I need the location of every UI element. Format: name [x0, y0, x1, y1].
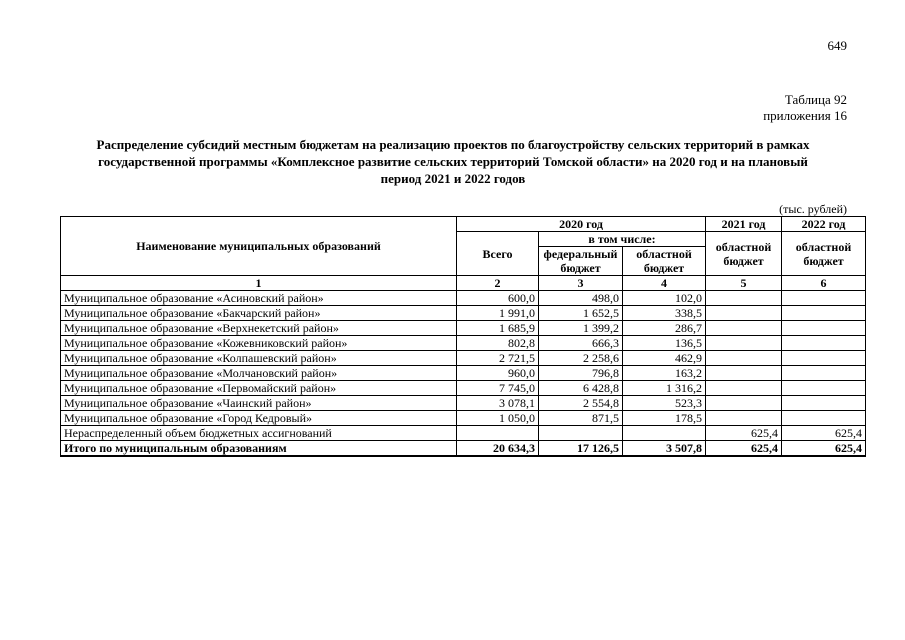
value-cell-total: 1 685,9	[457, 321, 539, 336]
table-row	[61, 396, 866, 411]
header-federal: федеральный бюджет	[539, 247, 623, 276]
value-cell-y2021	[706, 291, 782, 306]
table-row	[61, 366, 866, 381]
value-cell-regional: 338,5	[623, 306, 706, 321]
value-cell-total: 2 721,5	[457, 351, 539, 366]
value-cell-y2021: 625,4	[706, 441, 782, 457]
value-cell-y2021	[706, 366, 782, 381]
value-cell-total: 600,0	[457, 291, 539, 306]
table-row	[61, 381, 866, 396]
municipality-name-cell: Муниципальное образование «Колпашевский район»	[61, 351, 457, 366]
municipality-name-cell: Муниципальное образование «Чаинский район»	[61, 396, 457, 411]
value-cell-y2022	[782, 321, 866, 336]
table-row	[61, 336, 866, 351]
value-cell-federal: 498,0	[539, 291, 623, 306]
unit-note: (тыс. рублей)	[779, 202, 847, 216]
value-cell-total: 1 991,0	[457, 306, 539, 321]
value-cell-federal: 2 554,8	[539, 396, 623, 411]
value-cell-y2022	[782, 306, 866, 321]
header-including: в том числе:	[539, 232, 706, 247]
municipality-name-cell: Муниципальное образование «Кожевниковский район»	[61, 336, 457, 351]
value-cell-total: 960,0	[457, 366, 539, 381]
value-cell-federal: 666,3	[539, 336, 623, 351]
header-name: Наименование муниципальных образований	[61, 217, 457, 276]
value-cell-federal: 17 126,5	[539, 441, 623, 457]
header-regional: областной бюджет	[623, 247, 706, 276]
subsidy-table	[60, 216, 866, 457]
value-cell-y2021	[706, 321, 782, 336]
value-cell-y2021	[706, 306, 782, 321]
municipality-name-cell: Итого по муниципальным образованиям	[61, 441, 457, 457]
value-cell-total	[457, 426, 539, 441]
header-regional-2022: областной бюджет	[782, 232, 866, 276]
page-number: 649	[827, 38, 847, 53]
value-cell-federal: 871,5	[539, 411, 623, 426]
column-number: 4	[623, 276, 706, 291]
document-title	[60, 136, 846, 187]
municipality-name-cell: Муниципальное образование «Асиновский район»	[61, 291, 457, 306]
municipality-name-cell: Муниципальное образование «Бакчарский район»	[61, 306, 457, 321]
table-body	[61, 291, 866, 457]
total-row	[61, 441, 866, 457]
title-line-2: государственной программы «Комплексное развитие сельских территорий Томской области» на 2020 год и на плановый	[98, 154, 808, 169]
value-cell-federal	[539, 426, 623, 441]
value-cell-total: 1 050,0	[457, 411, 539, 426]
municipality-name-cell: Муниципальное образование «Город Кедровый»	[61, 411, 457, 426]
value-cell-y2022: 625,4	[782, 441, 866, 457]
table-row	[61, 351, 866, 366]
table-row	[61, 426, 866, 441]
value-cell-regional: 286,7	[623, 321, 706, 336]
value-cell-y2021	[706, 336, 782, 351]
header-regional-2021: областной бюджет	[706, 232, 782, 276]
value-cell-federal: 1 652,5	[539, 306, 623, 321]
value-cell-federal: 796,8	[539, 366, 623, 381]
value-cell-y2021: 625,4	[706, 426, 782, 441]
municipality-name-cell: Нераспределенный объем бюджетных ассигнований	[61, 426, 457, 441]
value-cell-y2022: 625,4	[782, 426, 866, 441]
column-number: 6	[782, 276, 866, 291]
value-cell-y2022	[782, 351, 866, 366]
value-cell-total: 20 634,3	[457, 441, 539, 457]
column-number: 3	[539, 276, 623, 291]
value-cell-y2022	[782, 336, 866, 351]
value-cell-federal: 6 428,8	[539, 381, 623, 396]
value-cell-y2021	[706, 381, 782, 396]
value-cell-y2022	[782, 411, 866, 426]
column-number: 5	[706, 276, 782, 291]
value-cell-regional: 523,3	[623, 396, 706, 411]
table-row	[61, 306, 866, 321]
value-cell-regional: 163,2	[623, 366, 706, 381]
title-line-1: Распределение субсидий местным бюджетам на реализацию проектов по благоустройству сельских территорий в рамках	[96, 137, 810, 152]
value-cell-y2021	[706, 396, 782, 411]
value-cell-regional: 178,5	[623, 411, 706, 426]
table-row	[61, 411, 866, 426]
value-cell-regional: 1 316,2	[623, 381, 706, 396]
value-cell-y2021	[706, 411, 782, 426]
title-line-3: период 2021 и 2022 годов	[380, 171, 526, 186]
value-cell-y2022	[782, 396, 866, 411]
municipality-name-cell: Муниципальное образование «Первомайский район»	[61, 381, 457, 396]
value-cell-y2022	[782, 291, 866, 306]
value-cell-total: 802,8	[457, 336, 539, 351]
value-cell-regional	[623, 426, 706, 441]
municipality-name-cell: Муниципальное образование «Верхнекетский район»	[61, 321, 457, 336]
value-cell-y2021	[706, 351, 782, 366]
value-cell-total: 7 745,0	[457, 381, 539, 396]
value-cell-y2022	[782, 366, 866, 381]
header-total: Всего	[457, 232, 539, 276]
value-cell-federal: 1 399,2	[539, 321, 623, 336]
header-year-2020: 2020 год	[457, 217, 706, 232]
table-row	[61, 321, 866, 336]
value-cell-regional: 462,9	[623, 351, 706, 366]
value-cell-regional: 3 507,8	[623, 441, 706, 457]
appendix-number: приложения 16	[763, 108, 847, 123]
column-number: 1	[61, 276, 457, 291]
value-cell-regional: 136,5	[623, 336, 706, 351]
header-year-2022: 2022 год	[782, 217, 866, 232]
column-numbers-row	[61, 276, 866, 291]
value-cell-y2022	[782, 381, 866, 396]
municipality-name-cell: Муниципальное образование «Молчановский район»	[61, 366, 457, 381]
table-reference	[763, 92, 847, 124]
column-number: 2	[457, 276, 539, 291]
value-cell-regional: 102,0	[623, 291, 706, 306]
header-year-2021: 2021 год	[706, 217, 782, 232]
table-row	[61, 291, 866, 306]
value-cell-total: 3 078,1	[457, 396, 539, 411]
table-number: Таблица 92	[784, 92, 847, 107]
value-cell-federal: 2 258,6	[539, 351, 623, 366]
